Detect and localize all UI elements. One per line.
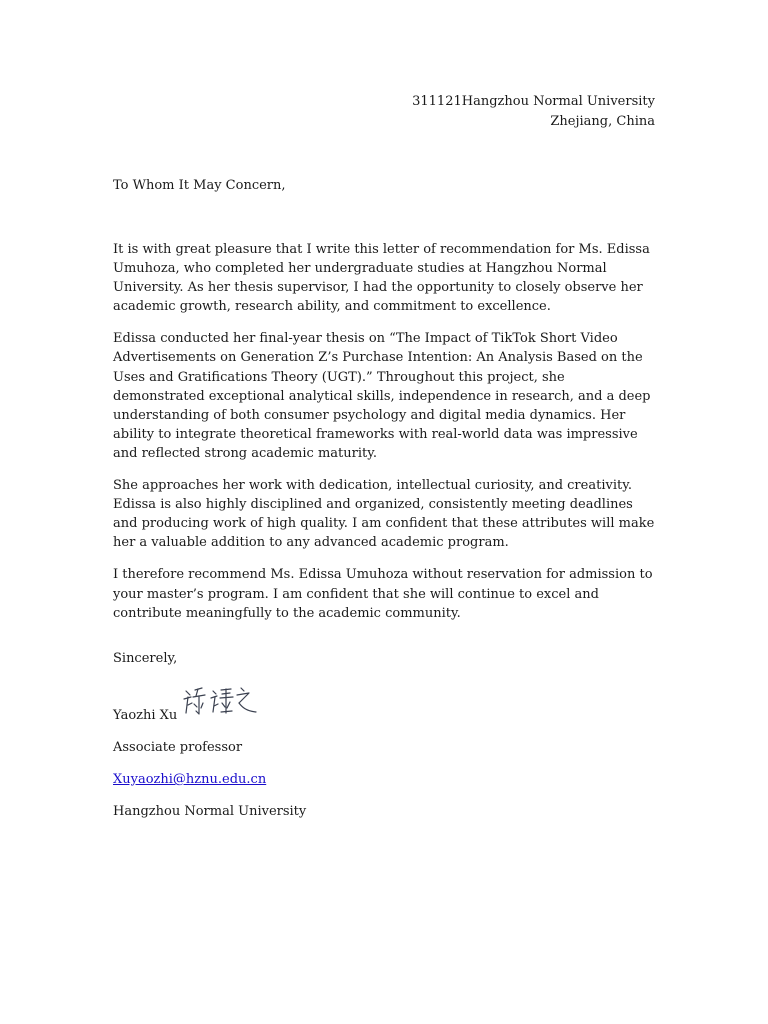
salutation: To Whom It May Concern, <box>113 178 286 193</box>
sender-address <box>412 92 655 131</box>
signer-email <box>113 770 266 789</box>
paragraph-2: Edissa conducted her final-year thesis on “The Impact of TikTok Short Video Advertisements on Generation Z’s Purchase Intention: An Analysis Based on the Uses and Gratifications Theory (UGT).” Throughout this project, she demonstrated exceptional analytical skills, independence in research, and a deep understanding of both consumer psychology and digital media dynamics. Her ability to integrate theoretical frameworks with real-world data was impressive and reflected strong academic maturity. <box>113 331 651 461</box>
letter-body <box>113 240 658 636</box>
paragraph-4: I therefore recommend Ms. Edissa Umuhoza without reservation for admission to your master’s program. I am confident that she will continue to excel and contribute meaningfully to the academic community. <box>113 567 653 621</box>
email-link[interactable]: Xuyaozhi@hznu.edu.cn <box>113 772 267 787</box>
signer-name: Yaozhi Xu <box>113 708 178 723</box>
address-line-1: 311121Hangzhou Normal University <box>412 94 655 109</box>
paragraph-3: She approaches her work with dedication, intellectual curiosity, and creativity. Edissa is also highly disciplined and organized, consistently meeting deadlines and producing work of high quality. I am confident that these attributes will make her a valuable addition to any advanced academic program. <box>113 478 655 551</box>
signer-title: Associate professor <box>113 740 243 755</box>
paragraph-1: It is with great pleasure that I write this letter of recommendation for Ms. Edissa Umuhoza, who completed her undergraduate studies at Hangzhou Normal University. As her thesis supervisor, I had the opportunity to closely observe her academic growth, research ability, and commitment to excellence. <box>113 242 650 315</box>
signer-institution: Hangzhou Normal University <box>113 804 307 819</box>
closing: Sincerely, <box>113 651 178 666</box>
handwritten-signature <box>180 683 262 719</box>
address-line-2: Zhejiang, China <box>550 113 655 129</box>
